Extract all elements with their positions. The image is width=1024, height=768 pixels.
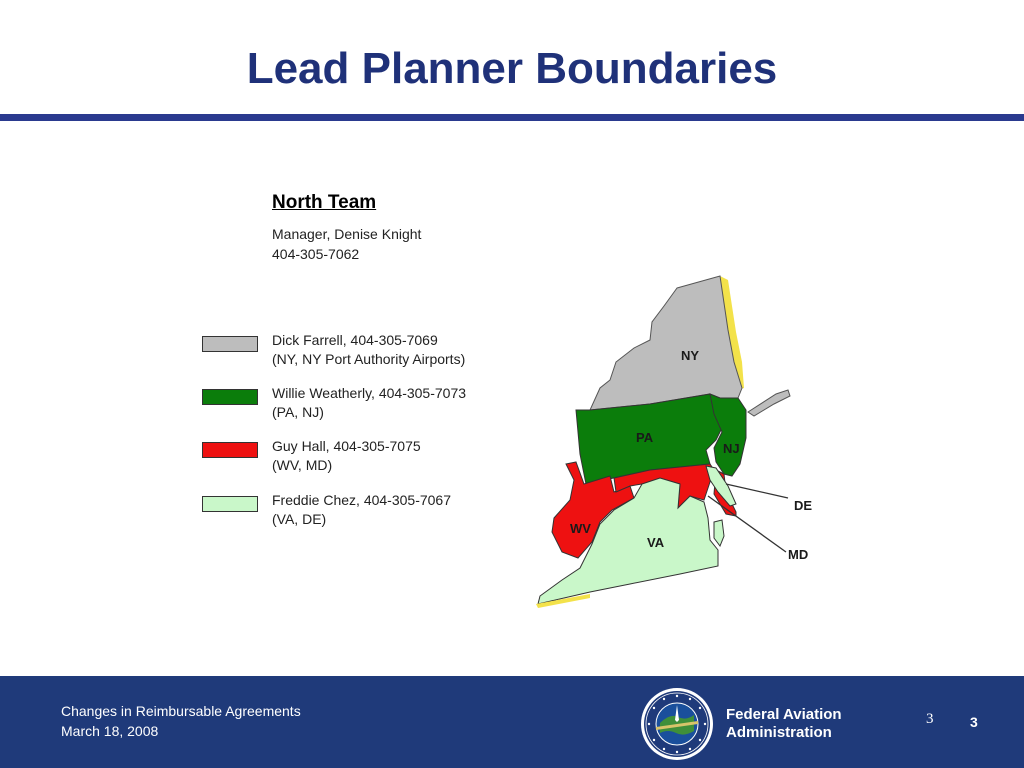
state-ny bbox=[590, 276, 742, 410]
legend-swatch-green bbox=[202, 389, 258, 405]
agency-name-line1: Federal Aviation bbox=[726, 706, 842, 723]
legend-swatch-gray bbox=[202, 336, 258, 352]
faa-seal-icon bbox=[640, 687, 714, 761]
footer-presentation-title: Changes in Reimbursable Agreements bbox=[61, 703, 301, 719]
label-md: MD bbox=[788, 547, 809, 562]
label-pa: PA bbox=[636, 430, 654, 445]
state-ny-long-island bbox=[748, 390, 790, 416]
legend-coverage: (NY, NY Port Authority Airports) bbox=[272, 351, 466, 367]
legend-name: Guy Hall, 404-305-7075 bbox=[272, 438, 421, 454]
legend-item-guy-hall bbox=[202, 438, 532, 478]
legend-item-dick-farrell bbox=[202, 332, 532, 372]
label-va: VA bbox=[647, 535, 665, 550]
legend-item-freddie-chez bbox=[202, 492, 532, 532]
legend-name: Willie Weatherly, 404-305-7073 bbox=[272, 385, 467, 401]
label-wv: WV bbox=[570, 521, 591, 536]
team-heading: North Team bbox=[272, 192, 377, 213]
label-nj: NJ bbox=[723, 441, 740, 456]
page-number-serif: 3 bbox=[926, 711, 934, 727]
agency-name-line2: Administration bbox=[726, 724, 832, 741]
manager-name: Manager, Denise Knight bbox=[272, 226, 422, 242]
footer-date: March 18, 2008 bbox=[61, 723, 159, 739]
label-de: DE bbox=[794, 498, 813, 513]
state-va-coast bbox=[714, 520, 724, 546]
legend-coverage: (PA, NJ) bbox=[272, 404, 324, 420]
region-map bbox=[530, 270, 830, 615]
legend-name: Dick Farrell, 404-305-7069 bbox=[272, 332, 438, 348]
label-ny: NY bbox=[681, 348, 700, 363]
legend-swatch-red bbox=[202, 442, 258, 458]
legend-coverage: (VA, DE) bbox=[272, 511, 327, 527]
legend-swatch-light-green bbox=[202, 496, 258, 512]
footer-bar bbox=[0, 676, 1024, 768]
slide-title: Lead Planner Boundaries bbox=[246, 44, 778, 93]
page-number: 3 bbox=[970, 714, 978, 730]
legend-item-willie-weatherly bbox=[202, 385, 532, 425]
title-divider bbox=[0, 114, 1024, 121]
de-callout-line bbox=[726, 484, 788, 498]
legend-name: Freddie Chez, 404-305-7067 bbox=[272, 492, 452, 508]
manager-phone: 404-305-7062 bbox=[272, 246, 360, 262]
legend-coverage: (WV, MD) bbox=[272, 457, 333, 473]
